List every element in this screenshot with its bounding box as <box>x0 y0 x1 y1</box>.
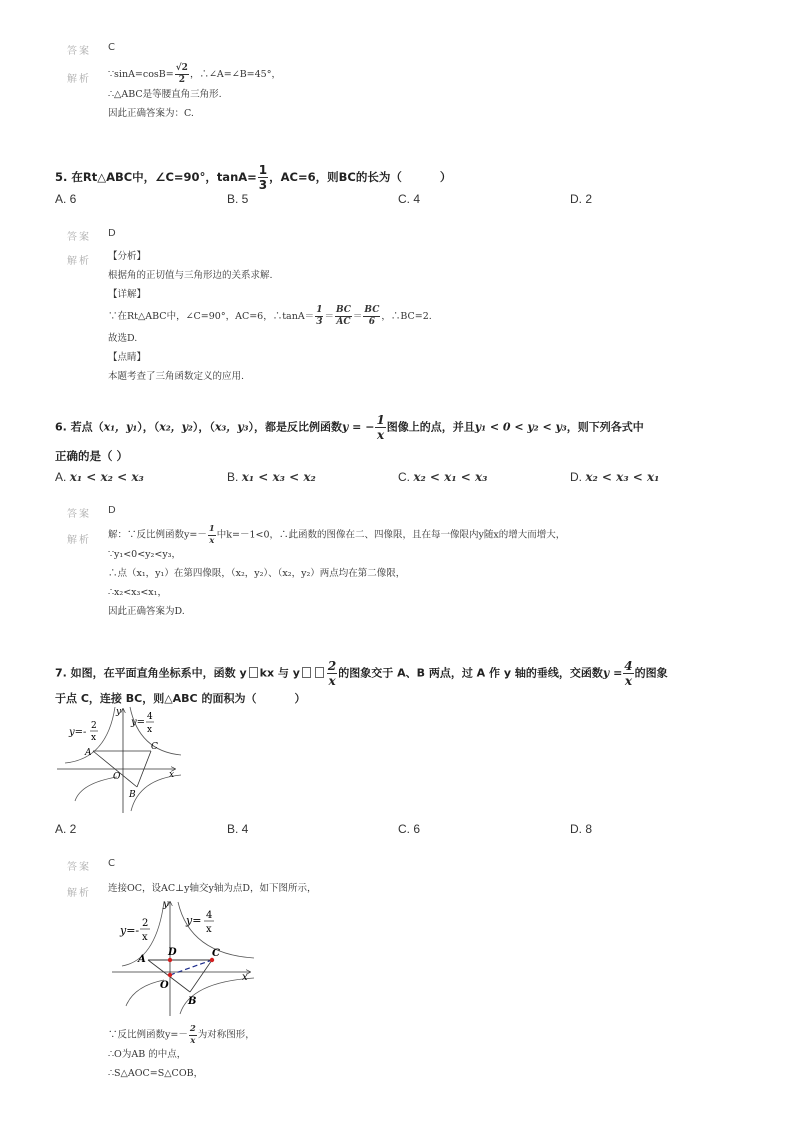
figure-left-num: 2 <box>91 721 97 731</box>
point-d <box>168 958 172 962</box>
q7-option-b[interactable]: B. 4 <box>227 822 249 836</box>
answer-label: 答案 <box>67 862 91 873</box>
analysis-line: 【详解】 <box>108 289 147 300</box>
analysis-line: 解：∵反比例函数y=－ $\frac{1}{x}$ 中k=－1<0，∴此函数的图像在二、四像限，且在每一像限内y随x的增大而增大， <box>108 524 566 546</box>
figure-label-b: B <box>129 790 136 800</box>
figure-left-function: y=- <box>120 924 140 937</box>
point-o <box>168 973 172 977</box>
q7-option-a[interactable]: A. 2 <box>55 822 77 836</box>
figure-right-den: x <box>147 725 153 735</box>
q6-option-a[interactable]: A. x₁ < x₂ < x₃ <box>55 470 144 484</box>
figure-label-b: B <box>188 996 197 1007</box>
figure-right-function: y= <box>186 914 202 927</box>
curve-left-lower <box>126 980 164 1006</box>
analysis-line: ∵sinA=cosB= $\frac{√2}{2}$ ，∴∠A=∠B=45°， <box>108 63 281 85</box>
figure-right-function: y= <box>131 717 146 728</box>
question-7-stem: 7. 如图，在平面直角坐标系中，函数 y kx 与 y $\frac{2}{x}$ 的图象交于 A、B 两点，过 A 作 y 轴的垂线，交函数y = $\frac{4}{x}$ 的图象 <box>55 659 668 688</box>
figure-label-x: x <box>169 770 175 780</box>
answer-label: 答案 <box>67 46 91 57</box>
analysis-top <box>108 64 281 123</box>
analysis-line: 因此正确答案为D. <box>108 606 185 617</box>
analysis-line: ∴△ABC是等腰直角三角形. <box>108 89 222 100</box>
figure-left-function: y=- <box>69 727 87 738</box>
q7-solution-figure <box>108 898 258 1018</box>
curve-right-lower <box>131 775 181 811</box>
curve-left-lower <box>75 777 117 801</box>
q7-option-c[interactable]: C. 6 <box>398 822 421 836</box>
analysis-line: ∵在Rt△ABC中，∠C=90°，AC=6，∴tanA＝ $\frac{1}{3}$ ＝ $\frac{BC}{AC}$ ＝ $\frac{BC}{6}$ ，∴BC=2. <box>108 305 432 327</box>
analysis-line: 【分析】 <box>108 251 147 262</box>
analysis-line: ∴O为AB 的中点， <box>108 1049 187 1060</box>
q5-option-b[interactable]: B. 5 <box>227 192 249 206</box>
figure-right-num: 4 <box>206 910 213 921</box>
figure-label-c: C <box>212 948 220 959</box>
analysis-label: 解析 <box>67 535 91 546</box>
analysis-q7-rest <box>108 1025 255 1083</box>
q5-option-d[interactable]: D. 2 <box>570 192 593 206</box>
figure-right-num: 4 <box>147 712 153 722</box>
question-5-stem: 5. 在Rt△ABC中，∠C=90°，tanA= $\frac{1}{3}$ ，AC=6，则BC的长为（ ） <box>55 163 452 192</box>
analysis-line: ∴x₂<x₃<x₁， <box>108 587 167 598</box>
figure-label-a: A <box>138 954 146 965</box>
figure-label-o: O <box>160 980 169 991</box>
q6-option-d[interactable]: D. x₂ < x₃ < x₁ <box>570 470 660 484</box>
analysis-line: 因此正确答案为：C. <box>108 108 194 119</box>
question-6-stem-line2: 正确的是（ ） <box>55 449 129 463</box>
answer-label: 答案 <box>67 232 91 243</box>
analysis-line: 本题考查了三角函数定义的应用. <box>108 371 245 382</box>
q7-option-d[interactable]: D. 8 <box>570 822 593 836</box>
answer-value: C <box>108 42 115 53</box>
analysis-label: 解析 <box>67 888 91 899</box>
answer-label: 答案 <box>67 509 91 520</box>
segment-oc <box>170 960 212 975</box>
q6-option-b[interactable]: B. x₁ < x₃ < x₂ <box>227 470 316 484</box>
analysis-q6 <box>108 525 565 621</box>
figure-left-den: x <box>142 932 148 943</box>
figure-left-den: x <box>91 733 97 743</box>
q6-option-c[interactable]: C. x₂ < x₁ < x₃ <box>398 470 488 484</box>
analysis-q7-line1: 连接OC，设AC⊥y轴交y轴为点D，如下图所示， <box>108 883 317 894</box>
analysis-line: 根据角的正切值与三角形边的关系求解. <box>108 270 273 281</box>
analysis-q5 <box>108 247 432 386</box>
analysis-line: 故选D. <box>108 333 138 344</box>
figure-label-y: y <box>163 899 169 910</box>
analysis-label: 解析 <box>67 256 91 267</box>
answer-value: D <box>108 505 116 516</box>
figure-label-c: C <box>151 742 158 752</box>
q7-figure <box>55 705 185 815</box>
analysis-line: ∵y₁<0<y₂<y₃， <box>108 549 181 560</box>
analysis-line: ∴点（x₁，y₁）在第四像限，（x₂，y₂）、（x₂，y₂）两点均在第二像限， <box>108 568 406 579</box>
figure-label-d: D <box>168 947 177 958</box>
q5-option-a[interactable]: A. 6 <box>55 192 77 206</box>
figure-label-o: O <box>113 772 121 782</box>
question-6-stem: 6. 若点（x₁，y₁），（x₂，y₂），（x₃，y₃），都是反比例函数y = − $\frac{1}{x}$ 图像上的点，并且y₁ < 0 < y₂ < y₃，则下列各式中 <box>55 413 644 442</box>
answer-value: D <box>108 228 116 239</box>
answer-value: C <box>108 858 115 869</box>
figure-label-x: x <box>242 972 248 983</box>
segment-bc <box>190 960 212 992</box>
q5-option-c[interactable]: C. 4 <box>398 192 421 206</box>
figure-label-a: A <box>85 748 92 758</box>
question-7-stem-line2: 于点 C，连接 BC，则△ABC 的面积为（ ） <box>55 692 306 705</box>
analysis-line: ∴S△AOC=S△COB， <box>108 1068 204 1079</box>
figure-label-y: y <box>116 707 122 717</box>
analysis-line: ∵反比例函数y=－ $\frac{2}{x}$ 为对称图形， <box>108 1024 255 1046</box>
analysis-label: 解析 <box>67 74 91 85</box>
figure-right-den: x <box>206 924 212 935</box>
analysis-line: 【点睛】 <box>108 352 147 363</box>
figure-left-num: 2 <box>142 918 149 929</box>
